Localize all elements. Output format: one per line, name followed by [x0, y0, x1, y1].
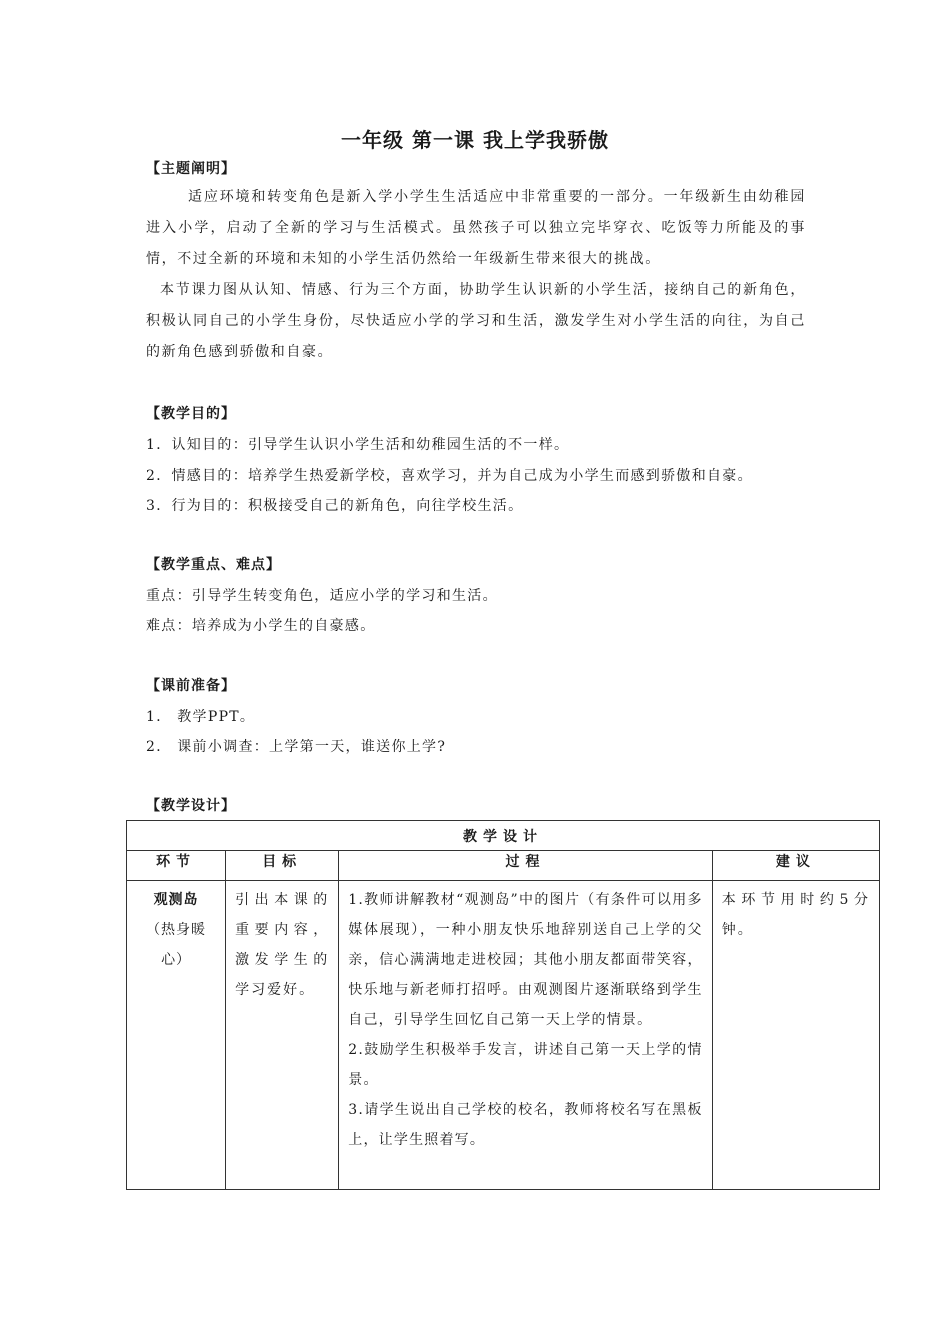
prep-item: 2． 课前小调查：上学第一天，谁送你上学? — [146, 739, 447, 755]
theme-heading: 【主题阐明】 — [146, 161, 236, 177]
table-caption: 教学设计 — [127, 821, 880, 851]
stage-cell — [127, 881, 226, 1190]
prep-heading: 【课前准备】 — [146, 678, 236, 694]
design-heading: 【教学设计】 — [146, 798, 236, 814]
goal-item: 3．行为目的：积极接受自己的新角色，向往学校生活。 — [146, 498, 524, 514]
goal-cell — [226, 881, 339, 1190]
prep-item: 1． 教学PPT。 — [146, 709, 256, 725]
table-header-row — [127, 851, 880, 881]
goal-item: 1．认知目的：引导学生认识小学生活和幼稚园生活的不一样。 — [146, 437, 570, 453]
goal-item: 2．情感目的：培养学生热爱新学校，喜欢学习，并为自己成为小学生而感到骄傲和自豪。 — [146, 468, 753, 484]
column-header: 环节 — [127, 851, 226, 881]
theme-paragraph-2: 本节课力图从认知、情感、行为三个方面，协助学生认识新的小学生活，接纳自己的新角色，积极认同自己的小学生身份，尽快适应小学的学习和生活，激发学生对小学生活的向往，为自己的新角色感到骄傲和自豪。 — [146, 282, 806, 360]
theme-paragraph-1: 适应环境和转变角色是新入学小学生生活适应中非常重要的一部分。一年级新生由幼稚园进入小学，启动了全新的学习与生活模式。虽然孩子可以独立完毕穿衣、吃饭等力所能及的事情，不过全新的环境和未知的小学生活仍然给一年级新生带来很大的挑战。 — [146, 189, 806, 267]
suggestion-cell — [712, 881, 879, 1190]
process-step: 3.请学生说出自己学校的校名，教师将校名写在黑板上，让学生照着写。 — [348, 1102, 703, 1148]
stage-name: 观测岛 — [153, 892, 199, 908]
column-header: 建议 — [712, 851, 879, 881]
table-row — [127, 881, 880, 1190]
teaching-design-table — [126, 820, 880, 1190]
focus-heading: 【教学重点、难点】 — [146, 557, 281, 573]
process-step: 2.鼓励学生积极举手发言，讲述自己第一天上学的情景。 — [348, 1042, 703, 1088]
key-point: 重点：引导学生转变角色，适应小学的学习和生活。 — [146, 588, 498, 604]
column-header: 目标 — [226, 851, 339, 881]
suggestion-text: 本环节用时约5分钟。 — [721, 892, 870, 938]
goal-text: 引出本课的重要内容，激发学生的学习爱好。 — [235, 892, 330, 998]
stage-subtitle: （热身暖心） — [146, 922, 207, 968]
column-header: 过程 — [339, 851, 712, 881]
lesson-title: 一年级 第一课 我上学我骄傲 — [341, 128, 609, 152]
difficult-point: 难点：培养成为小学生的自豪感。 — [146, 618, 376, 634]
goals-heading: 【教学目的】 — [146, 406, 236, 422]
process-cell — [339, 881, 712, 1190]
process-step: 1.教师讲解教材“观测岛”中的图片（有条件可以用多媒体展现），一种小朋友快乐地辞别送自己上学的父亲，信心满满地走进校园；其他小朋友都面带笑容，快乐地与新老师打招呼。由观测图片逐渐联络到学生自己，引导学生回忆自己第一天上学的情景。 — [348, 892, 703, 1028]
